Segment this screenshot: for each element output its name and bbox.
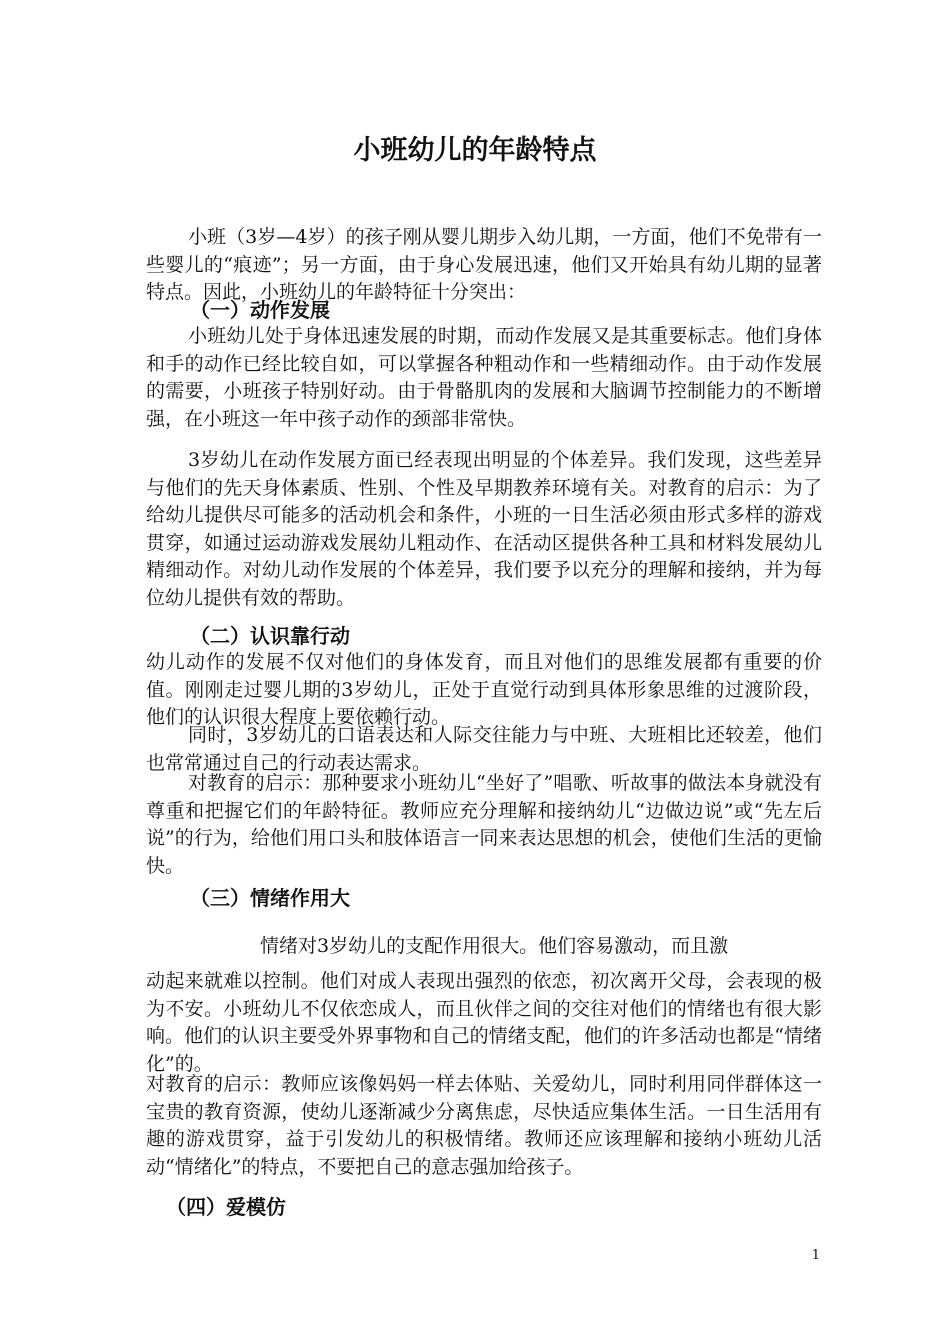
section-3-paragraph-2: 动起来就难以控制。他们对成人表现出强烈的依恋，初次离开父母，会表现的极为不安。小班幼儿不仅依恋成人，而且伙伴之间的交往对他们的情绪也有很大影响。他们的认识主要受外界事物和自己的情绪支配，他们的许多活动也都是“情绪化”的。: [146, 970, 822, 1075]
section-heading-2: （二）认识靠行动: [190, 624, 350, 648]
section-2-paragraph-2: 同时，3岁幼儿的口语表达和人际交往能力与中班、大班相比还较差，他们也常常通过自己的行动表达需求。: [146, 724, 822, 774]
page-number: 1: [811, 1248, 820, 1263]
section-1-paragraph-2: 3岁幼儿在动作发展方面已经表现出明显的个体差异。我们发现，这些差异与他们的先天身体素质、性别、个性及早期教养环境有关。对教育的启示：为了给幼儿提供尽可能多的活动机会和条件，小班的一日生活必须由形式多样的游戏贯穿，如通过运动游戏发展幼儿粗动作、在活动区提供各种工具和材料发展幼儿精细动作。对幼儿动作发展的个体差异，我们要予以充分的理解和接纳，并为每位幼儿提供有效的帮助。: [146, 449, 822, 609]
section-heading-4: （四）爱模仿: [166, 1195, 286, 1219]
section-heading-1: （一）动作发展: [190, 298, 330, 322]
intro-paragraph: 小班（3岁—4岁）的孩子刚从婴儿期步入幼儿期，一方面，他们不免带有一些婴儿的“痕迹”；另一方面，由于身心发展迅速，他们又开始具有幼儿期的显著特点。因此，小班幼儿的年龄特征十分突出：: [146, 226, 822, 304]
section-2-paragraph-3: 对教育的启示：那种要求小班幼儿“坐好了”唱歌、听故事的做法本身就没有尊重和把握它们的年龄特征。教师应充分理解和接纳幼儿“边做边说”或“先左后说”的行为，给他们用口头和肢体语言一同来表达思想的机会，使他们生活的更愉快。: [146, 772, 822, 877]
section-heading-3: （三）情绪作用大: [190, 886, 350, 910]
section-3-paragraph-3: 对教育的启示：教师应该像妈妈一样去体贴、关爱幼儿，同时利用同伴群体这一宝贵的教育资源，使幼儿逐渐减少分离焦虑，尽快适应集体生活。一日生活用有趣的游戏贯穿，益于引发幼儿的积极情绪。教师还应该理解和接纳小班幼儿活动“情绪化”的特点，不要把自己的意志强加给孩子。: [146, 1073, 822, 1178]
section-2-paragraph-1: 幼儿动作的发展不仅对他们的身体发育，而且对他们的思维发展都有重要的价值。刚刚走过婴儿期的3岁幼儿，正处于直觉行动到具体形象思维的过渡阶段，他们的认识很大程度上要依赖行动。: [146, 651, 822, 729]
section-3-paragraph-1: 情绪对3岁幼儿的支配作用很大。他们容易激动，而且激: [260, 935, 729, 957]
section-1-paragraph-1: 小班幼儿处于身体迅速发展的时期，而动作发展又是其重要标志。他们身体和手的动作已经比较自如，可以掌握各种粗动作和一些精细动作。由于动作发展的需要，小班孩子特别好动。由于骨骼肌肉的发展和大脑调节控制能力的不断增强，在小班这一年中孩子动作的颈部非常快。: [146, 325, 822, 430]
document-title: 小班幼儿的年龄特点: [353, 135, 597, 166]
